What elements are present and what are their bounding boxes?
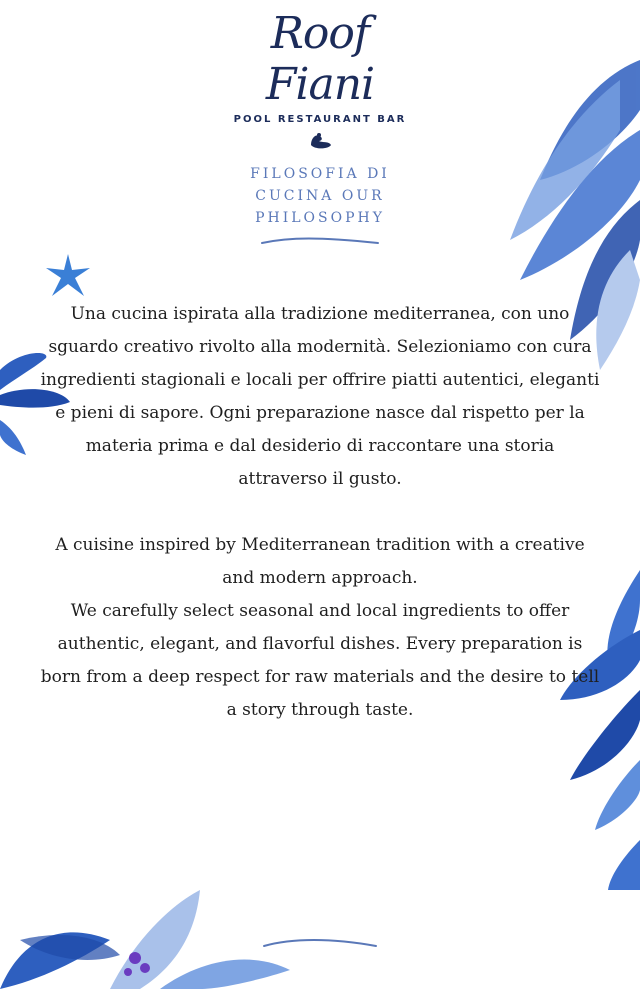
- header: [0, 0, 640, 249]
- brand-subtitle: POOL RESTAURANT BAR: [233, 114, 407, 125]
- italian-paragraph: Una cucina ispirata alla tradizione mediterranea, con uno sguardo creativo rivolto alla modernità. Selezioniamo con cura ingredienti stagionali e locali per offrire piatti autentici, eleganti e pieni di sapore. Ogni preparazione nasce dal rispetto per la materia prima e dal desiderio di raccontare una storia attraverso il gusto.: [40, 304, 600, 489]
- floral-bottom-left-decoration: [0, 880, 300, 989]
- section-title: FILOSOFIA DI CUCINA OUR PHILOSOPHY: [250, 166, 390, 226]
- philosophy-text: [40, 298, 600, 727]
- swan-icon: [305, 129, 335, 151]
- english-paragraph-2: We carefully select seasonal and local ingredients to offer authentic, elegant, and flavorful dishes. Every preparation is born from a deep respect for raw materials and the desire to tell a story through taste.: [40, 601, 600, 720]
- star-flower-icon: [40, 252, 96, 302]
- wave-divider-icon: [260, 235, 380, 249]
- brand-logo: Roof Fiani: [265, 8, 375, 110]
- english-paragraph-1: A cuisine inspired by Mediterranean tradition with a creative and modern approach.: [55, 535, 585, 588]
- wave-divider-icon: [262, 936, 378, 950]
